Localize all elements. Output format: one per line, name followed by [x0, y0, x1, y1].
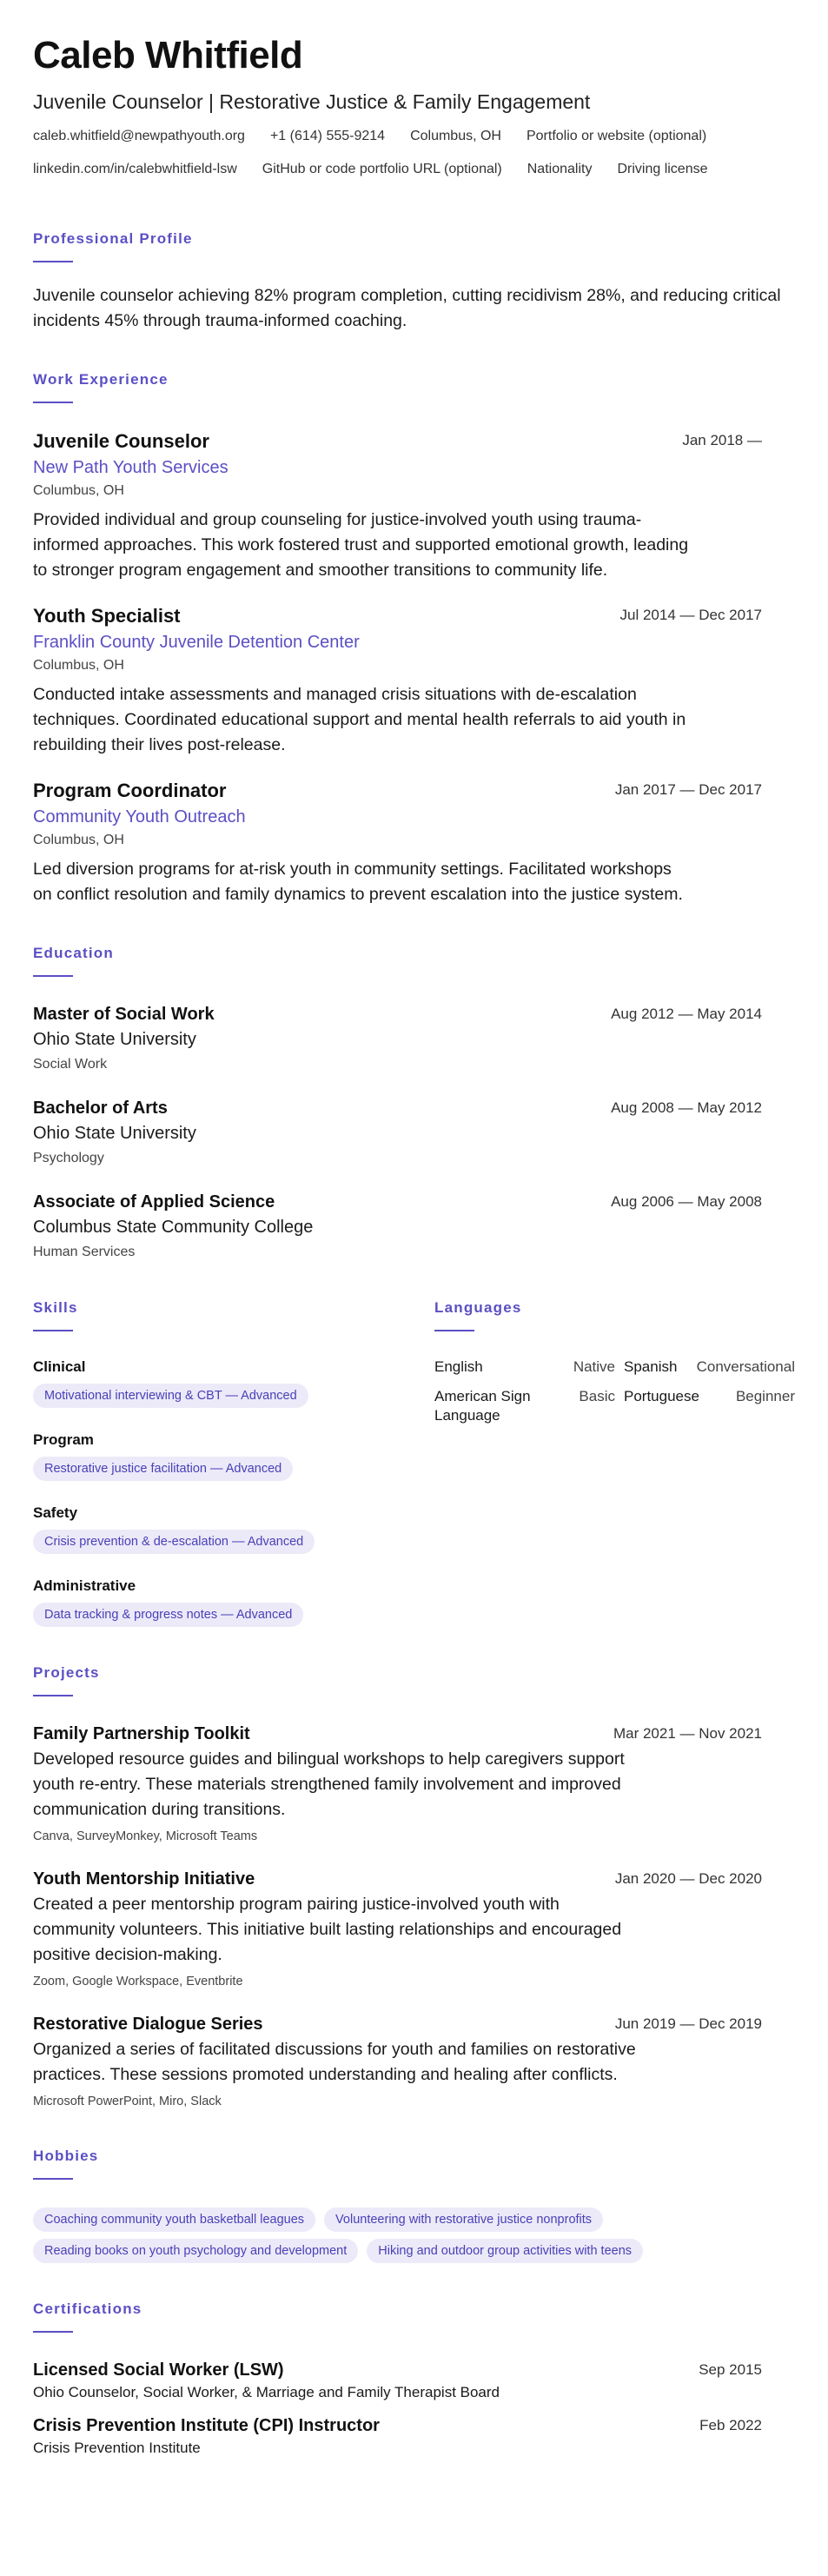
education-item	[33, 1097, 795, 1168]
contact-github[interactable]: GitHub or code portfolio URL (optional)	[262, 162, 502, 176]
project-title: Family Partnership Toolkit	[33, 1724, 250, 1743]
project-tools: Zoom, Google Workspace, Eventbrite	[33, 1975, 243, 1988]
company-name: Community Youth Outreach	[33, 807, 246, 827]
certification-name: Licensed Social Worker (LSW)	[33, 2360, 284, 2380]
section-divider	[33, 1330, 73, 1331]
skill-category: Clinical	[33, 1358, 86, 1375]
skill-category: Administrative	[33, 1577, 136, 1594]
section-title: Work Experience	[33, 371, 169, 388]
contact-nationality: Nationality	[527, 162, 593, 176]
language-level: Basic	[579, 1388, 615, 1404]
projects-list	[33, 1723, 795, 2110]
contact-list	[33, 127, 798, 193]
contact-driving-license: Driving license	[617, 162, 708, 176]
language-name: English	[434, 1358, 483, 1375]
project-description: Developed resource guides and bilingual workshops to help caregivers support youth re-entry. These materials strengthened family involvement and improved communication during transitions.	[33, 1749, 625, 1819]
job-dates: Jan 2018 —	[682, 432, 762, 448]
field-of-study: Human Services	[33, 1245, 136, 1259]
language-level: Native	[573, 1358, 615, 1375]
section-divider	[33, 1695, 73, 1696]
hobbies-section	[33, 2147, 795, 2263]
experience-item	[33, 429, 795, 583]
hobby-tag: Volunteering with restorative justice nonprofits	[324, 2208, 603, 2232]
experience-list	[33, 429, 795, 907]
degree-name: Bachelor of Arts	[33, 1099, 168, 1118]
projects-section	[33, 1663, 795, 2110]
section-divider	[33, 402, 73, 403]
job-description: Conducted intake assessments and managed crisis situations with de-escalation techniques. Coordinated educational support and mental health referrals to aid youth in rebuilding their lives post-release.	[33, 685, 686, 754]
project-tools: Microsoft PowerPoint, Miro, Slack	[33, 2095, 222, 2108]
experience-item	[33, 779, 795, 907]
language-item	[615, 1358, 795, 1377]
education-item	[33, 1003, 795, 1074]
section-title: Skills	[33, 1299, 78, 1316]
job-title: Juvenile Counselor	[33, 430, 209, 452]
project-dates: Jan 2020 — Dec 2020	[614, 1870, 762, 1887]
skill-category: Safety	[33, 1504, 78, 1521]
contact-portfolio[interactable]: Portfolio or website (optional)	[526, 129, 707, 143]
hobby-list	[33, 2201, 798, 2263]
skill-tag: Data tracking & progress notes — Advanced	[33, 1603, 303, 1627]
project-item	[33, 2013, 795, 2110]
field-of-study: Social Work	[33, 1057, 108, 1072]
section-divider	[33, 2178, 73, 2180]
language-name: Portuguese	[624, 1388, 699, 1404]
language-name: American Sign Language	[434, 1388, 531, 1424]
job-location: Columbus, OH	[33, 483, 124, 498]
project-description: Organized a series of facilitated discussions for youth and families on restorative practices. These sessions promoted understanding and healing after conflicts.	[33, 2040, 636, 2084]
skill-tag: Restorative justice facilitation — Advanced	[33, 1457, 293, 1481]
skill-tag: Motivational interviewing & CBT — Advanced	[33, 1384, 308, 1408]
skills-section	[33, 1298, 434, 1627]
certification-name: Crisis Prevention Institute (CPI) Instructor	[33, 2416, 380, 2435]
section-divider	[33, 2331, 73, 2333]
project-tools: Canva, SurveyMonkey, Microsoft Teams	[33, 1829, 258, 1843]
section-divider	[33, 975, 73, 977]
language-row	[434, 1358, 795, 1377]
project-item	[33, 1723, 795, 1845]
school-name: Ohio State University	[33, 1124, 196, 1143]
education-dates: Aug 2012 — May 2014	[611, 1006, 762, 1022]
certification-item	[33, 2414, 795, 2458]
company-name: Franklin County Juvenile Detention Center	[33, 633, 360, 652]
certification-issuer: Crisis Prevention Institute	[33, 2440, 201, 2456]
project-title: Youth Mentorship Initiative	[33, 1869, 255, 1889]
project-dates: Jun 2019 — Dec 2019	[614, 2015, 762, 2032]
section-title: Languages	[434, 1299, 522, 1316]
hobby-tag: Coaching community youth basketball leagues	[33, 2208, 315, 2232]
language-item	[615, 1387, 795, 1425]
experience-section	[33, 370, 795, 907]
section-title: Education	[33, 945, 114, 961]
certifications-section	[33, 2300, 795, 2458]
company-name: New Path Youth Services	[33, 458, 229, 477]
job-title: Program Coordinator	[33, 780, 227, 801]
section-title: Certifications	[33, 2300, 142, 2317]
language-level: Conversational	[696, 1358, 795, 1375]
certification-item	[33, 2359, 795, 2402]
contact-email[interactable]: caleb.whitfield@newpathyouth.org	[33, 129, 245, 143]
education-list	[33, 1003, 795, 1262]
language-item	[434, 1387, 615, 1425]
project-description: Created a peer mentorship program pairing justice-involved youth with community volunteers. This initiative built lasting relationships and encouraged positive decision-making.	[33, 1895, 622, 1964]
section-divider	[33, 261, 73, 262]
project-dates: Mar 2021 — Nov 2021	[613, 1725, 762, 1742]
contact-linkedin[interactable]: linkedin.com/in/calebwhitfield-lsw	[33, 162, 237, 176]
hobby-tag: Hiking and outdoor group activities with teens	[367, 2239, 643, 2263]
certification-list	[33, 2359, 795, 2458]
certification-issuer: Ohio Counselor, Social Worker, & Marriage and Family Therapist Board	[33, 2384, 500, 2400]
language-item	[434, 1358, 615, 1377]
school-name: Ohio State University	[33, 1030, 196, 1049]
job-dates: Jul 2014 — Dec 2017	[619, 607, 762, 623]
education-dates: Aug 2008 — May 2012	[611, 1099, 762, 1116]
degree-name: Master of Social Work	[33, 1005, 215, 1024]
job-title: Youth Specialist	[33, 605, 181, 627]
job-dates: Jan 2017 — Dec 2017	[614, 781, 762, 798]
education-item	[33, 1191, 795, 1262]
skill-tag: Crisis prevention & de-escalation — Advanced	[33, 1530, 315, 1554]
resume-header	[33, 33, 795, 193]
education-section	[33, 944, 795, 1262]
project-title: Restorative Dialogue Series	[33, 2015, 263, 2034]
section-title: Professional Profile	[33, 230, 193, 247]
language-row	[434, 1387, 795, 1425]
project-item	[33, 1868, 795, 1990]
job-description: Led diversion programs for at-risk youth in community settings. Facilitated workshops on conflict resolution and family dynamics to prevent escalation into the justice system.	[33, 860, 683, 904]
skills-languages-row	[33, 1298, 795, 1627]
language-level: Beginner	[735, 1388, 795, 1404]
section-title: Hobbies	[33, 2148, 99, 2164]
certification-date: Sep 2015	[699, 2361, 762, 2378]
skill-category: Program	[33, 1431, 94, 1448]
languages-section	[434, 1298, 795, 1627]
school-name: Columbus State Community College	[33, 1218, 314, 1237]
education-dates: Aug 2006 — May 2008	[611, 1193, 762, 1210]
language-name: Spanish	[624, 1358, 678, 1375]
profile-summary: Juvenile counselor achieving 82% program completion, cutting recidivism 28%, and reducing critical incidents 45% through trauma-informed coaching.	[33, 286, 781, 330]
profile-section	[33, 229, 795, 334]
hobby-tag: Reading books on youth psychology and development	[33, 2239, 358, 2263]
job-location: Columbus, OH	[33, 658, 124, 673]
candidate-name: Caleb Whitfield	[33, 34, 303, 76]
job-location: Columbus, OH	[33, 833, 124, 847]
section-title: Projects	[33, 1664, 100, 1681]
field-of-study: Psychology	[33, 1151, 104, 1165]
section-divider	[434, 1330, 474, 1331]
experience-item	[33, 604, 795, 758]
job-description: Provided individual and group counseling for justice-involved youth using trauma-informed approaches. This work fostered trust and supported emotional growth, leading to stronger program engagement and smoother transitions to community life.	[33, 510, 689, 580]
certification-date: Feb 2022	[699, 2417, 762, 2433]
contact-phone[interactable]: +1 (614) 555-9214	[269, 129, 386, 143]
degree-name: Associate of Applied Science	[33, 1192, 275, 1212]
contact-location: Columbus, OH	[410, 129, 501, 143]
candidate-headline: Juvenile Counselor | Restorative Justice & Family Engagement	[33, 90, 591, 113]
